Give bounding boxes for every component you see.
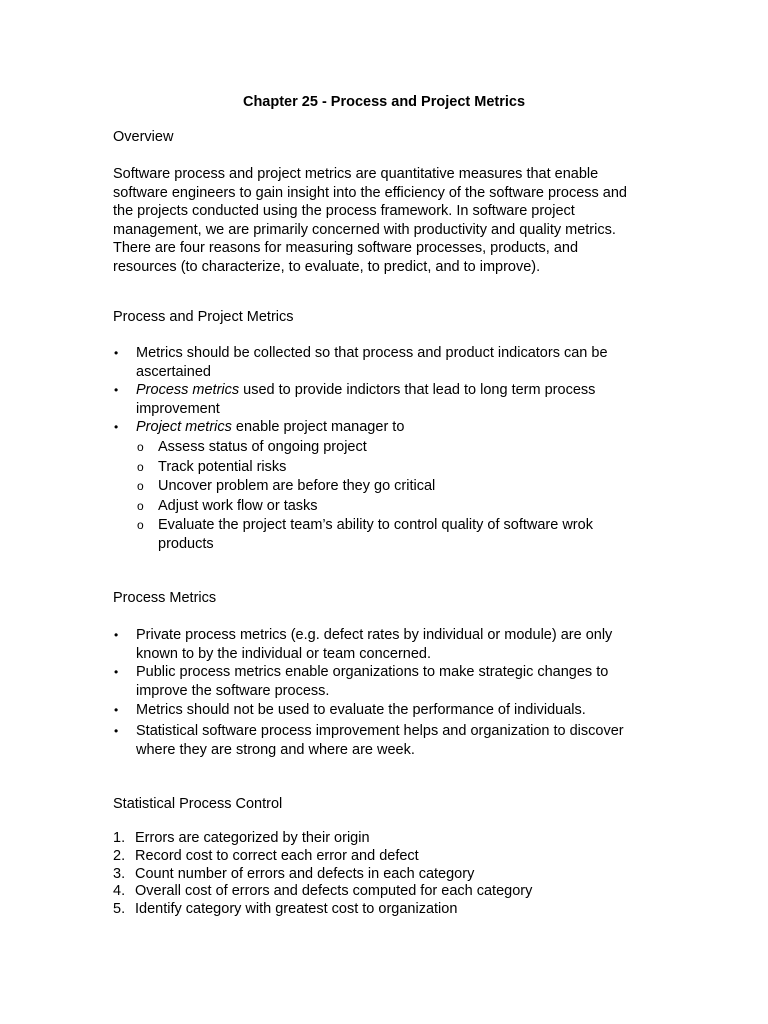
bullet-icon: • bbox=[114, 346, 119, 360]
sub-bullet-icon: o bbox=[137, 518, 144, 533]
sub-list-item-text: Adjust work flow or tasks bbox=[158, 497, 318, 514]
sub-list-item-text: Evaluate the project team’s ability to control quality of software wrok bbox=[158, 517, 593, 534]
sub-bullet-icon: o bbox=[137, 498, 144, 513]
list-item-text: Private process metrics (e.g. defect rates by individual or module) are only bbox=[136, 627, 613, 643]
statistical-process-control-heading: Statistical Process Control bbox=[113, 796, 283, 812]
step-number: 4. bbox=[113, 883, 126, 900]
bullet-icon: • bbox=[114, 383, 119, 398]
bullet-icon: • bbox=[114, 665, 119, 680]
list-item-text bbox=[136, 381, 643, 400]
list-item bbox=[113, 418, 643, 437]
step-number: 5. bbox=[113, 901, 126, 918]
overview-heading: Overview bbox=[113, 129, 174, 145]
bullet-icon: • bbox=[114, 723, 119, 738]
sub-list-item bbox=[113, 458, 643, 477]
sub-list-item-text: Uncover problem are before they go critical bbox=[158, 478, 436, 495]
numbered-item bbox=[113, 901, 643, 919]
list-item bbox=[113, 722, 643, 759]
process-project-metrics-heading: Process and Project Metrics bbox=[113, 309, 294, 325]
process-metrics-list bbox=[113, 626, 643, 759]
sub-list-item-text: Assess status of ongoing project bbox=[158, 438, 367, 455]
list-item-text: ascertained bbox=[136, 363, 211, 380]
numbered-item bbox=[113, 848, 643, 866]
step-number: 1. bbox=[113, 830, 126, 846]
sub-bullet-icon: o bbox=[137, 479, 144, 494]
page-title: Chapter 25 - Process and Project Metrics bbox=[242, 94, 526, 110]
step-text: Errors are categorized by their origin bbox=[135, 830, 370, 846]
list-item bbox=[113, 701, 643, 720]
sub-list-item bbox=[113, 477, 643, 496]
italic-term: Process metrics bbox=[136, 382, 240, 399]
step-text: Record cost to correct each error and defect bbox=[135, 847, 419, 864]
step-text: Count number of errors and defects in each category bbox=[135, 865, 475, 882]
step-number: 2. bbox=[113, 847, 126, 864]
list-item-text bbox=[136, 418, 643, 437]
sub-bullet-icon: o bbox=[137, 459, 144, 474]
list-item-text: Public process metrics enable organizations to make strategic changes to bbox=[136, 664, 609, 681]
sub-list-item bbox=[113, 497, 643, 516]
sub-list-item bbox=[113, 516, 643, 553]
step-number: 3. bbox=[113, 865, 126, 882]
list-item-text: where they are strong and where are week. bbox=[136, 741, 415, 758]
numbered-item bbox=[113, 866, 643, 884]
list-item-text: used to provide indictors that lead to long term process bbox=[239, 382, 596, 399]
numbered-item bbox=[113, 830, 643, 848]
list-item bbox=[113, 626, 643, 663]
list-item-text: Statistical software process improvement helps and organization to discover bbox=[136, 722, 624, 739]
sub-list-item-text: Track potential risks bbox=[158, 458, 287, 475]
list-item-text: Metrics should not be used to evaluate the performance of individuals. bbox=[136, 702, 586, 719]
step-text: Overall cost of errors and defects computed for each category bbox=[135, 883, 533, 900]
paragraph-line: management, we are primarily concerned with productivity and quality metrics. bbox=[113, 221, 616, 238]
paragraph-line: There are four reasons for measuring software processes, products, and bbox=[113, 240, 579, 257]
sub-bullet-icon: o bbox=[137, 439, 144, 454]
list-item-text: improve the software process. bbox=[136, 682, 330, 699]
bullet-icon: • bbox=[114, 420, 119, 435]
sub-list-item-text: products bbox=[158, 535, 214, 552]
bullet-icon: • bbox=[114, 703, 119, 718]
process-project-metrics-list bbox=[113, 344, 643, 554]
sub-list-item bbox=[113, 438, 643, 457]
paragraph-line: resources (to characterize, to evaluate, to predict, and to improve). bbox=[113, 258, 541, 275]
numbered-item bbox=[113, 883, 643, 901]
list-item-text: improvement bbox=[136, 400, 220, 417]
list-item-text: enable project manager to bbox=[231, 419, 405, 436]
paragraph-line: software engineers to gain insight into the efficiency of the software process and bbox=[113, 184, 627, 201]
list-item bbox=[113, 381, 643, 418]
bullet-icon: • bbox=[114, 628, 119, 642]
list-item-text: Metrics should be collected so that process and product indicators can be bbox=[136, 345, 608, 361]
overview-paragraph bbox=[113, 165, 658, 277]
italic-term: Project metrics bbox=[136, 419, 232, 436]
paragraph-line: Software process and project metrics are quantitative measures that enable bbox=[113, 166, 599, 182]
process-metrics-heading: Process Metrics bbox=[113, 590, 217, 606]
step-text: Identify category with greatest cost to organization bbox=[135, 901, 458, 918]
list-item-text: known to by the individual or team concerned. bbox=[136, 645, 432, 662]
statistical-process-control-list bbox=[113, 830, 643, 919]
list-item bbox=[113, 344, 643, 381]
list-item bbox=[113, 663, 643, 700]
paragraph-line: the projects conducted using the process framework. In software project bbox=[113, 203, 575, 220]
